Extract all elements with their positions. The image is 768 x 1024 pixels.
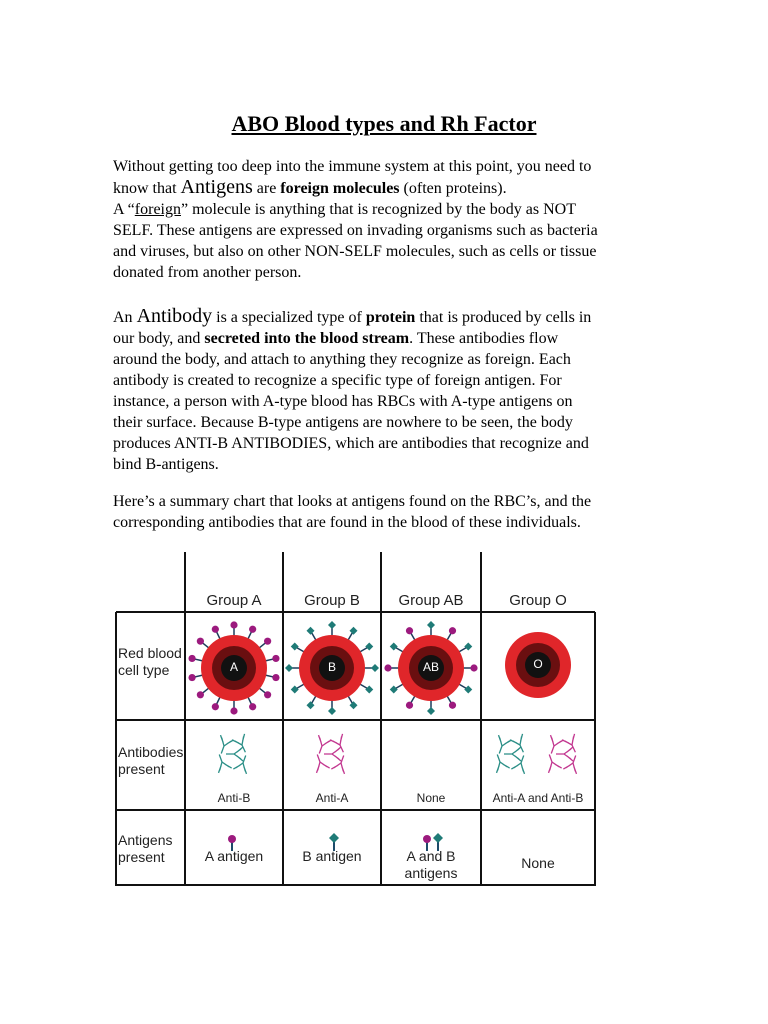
antigen-caption-ab: A and B antigens	[404, 848, 458, 881]
rbc-letter-o: O	[533, 657, 543, 671]
anti-a-antibodies-o	[543, 734, 583, 774]
para1-line5: and viruses, but also on other NON-SELF molecules, such as cells or tissue	[113, 243, 597, 260]
paragraph-antibody	[113, 306, 653, 475]
para2-line5: instance, a person with A-type blood has RBCs with A-type antigens on	[113, 393, 573, 410]
para1-line3: A “foreign” molecule is anything that is recognized by the body as NOT	[113, 201, 576, 218]
row-label-antigens: Antigens present	[118, 832, 173, 865]
rbc-letter-b: B	[327, 660, 336, 674]
header-group-o: Group O	[509, 592, 567, 609]
header-group-ab: Group AB	[398, 592, 464, 609]
para2-line1: An Antibody is a specialized type of protein that is produced by cells in	[113, 305, 592, 327]
header-group-b: Group B	[304, 592, 360, 609]
para2-line6: their surface. Because B-type antigens are nowhere to be seen, the body	[113, 414, 573, 431]
row-label-rbc: Red blood cell type	[118, 645, 182, 678]
para1-line6: donated from another person.	[113, 264, 302, 281]
page-title: ABO Blood types and Rh Factor	[231, 111, 537, 136]
para2-line2: our body, and secreted into the blood stream. These antibodies flow	[113, 330, 559, 347]
para1-line2: know that Antigens are foreign molecules (often proteins).	[113, 176, 507, 198]
row-label-antibodies: Antibodies present	[118, 744, 184, 777]
header-group-a: Group A	[206, 592, 262, 609]
antibody-caption-b: Anti-A	[315, 791, 349, 805]
rbc-letter-ab: AB	[422, 660, 439, 674]
antibody-caption-ab: None	[416, 791, 446, 805]
para3-line2: corresponding antibodies that are found in the blood of these individuals.	[113, 514, 581, 531]
para1-line4: SELF. These antigens are expressed on invading organisms such as bacteria	[113, 222, 598, 239]
para2-line4: antibody is created to recognize a specific type of foreign antigen. For	[113, 372, 562, 389]
para3-line1: Here’s a summary chart that looks at antigens found on the RBC’s, and the	[113, 493, 592, 510]
para2-line7: produces ANTI-B ANTIBODIES, which are antibodies that recognize and	[113, 435, 589, 452]
anti-b-antibodies	[213, 734, 253, 774]
para2-line3: around the body, and attach to anything they recognize as foreign. Each	[113, 351, 571, 368]
abo-summary-table	[114, 550, 604, 890]
anti-a-antibodies	[311, 734, 351, 774]
antibody-caption-o: Anti-A and Anti-B	[492, 791, 584, 805]
antigen-caption-b: B antigen	[302, 848, 362, 864]
antigen-caption-o: None	[521, 855, 555, 871]
paragraph-antigens	[113, 156, 653, 283]
para1-line1: Without getting too deep into the immune system at this point, you need to	[113, 158, 592, 175]
anti-b-antibodies-o	[491, 734, 531, 774]
antibody-caption-a: Anti-B	[217, 791, 251, 805]
paragraph-summary	[113, 491, 653, 533]
rbc-letter-a: A	[229, 660, 238, 674]
para2-line8: bind B-antigens.	[113, 456, 219, 473]
antigen-caption-a: A antigen	[204, 848, 264, 864]
